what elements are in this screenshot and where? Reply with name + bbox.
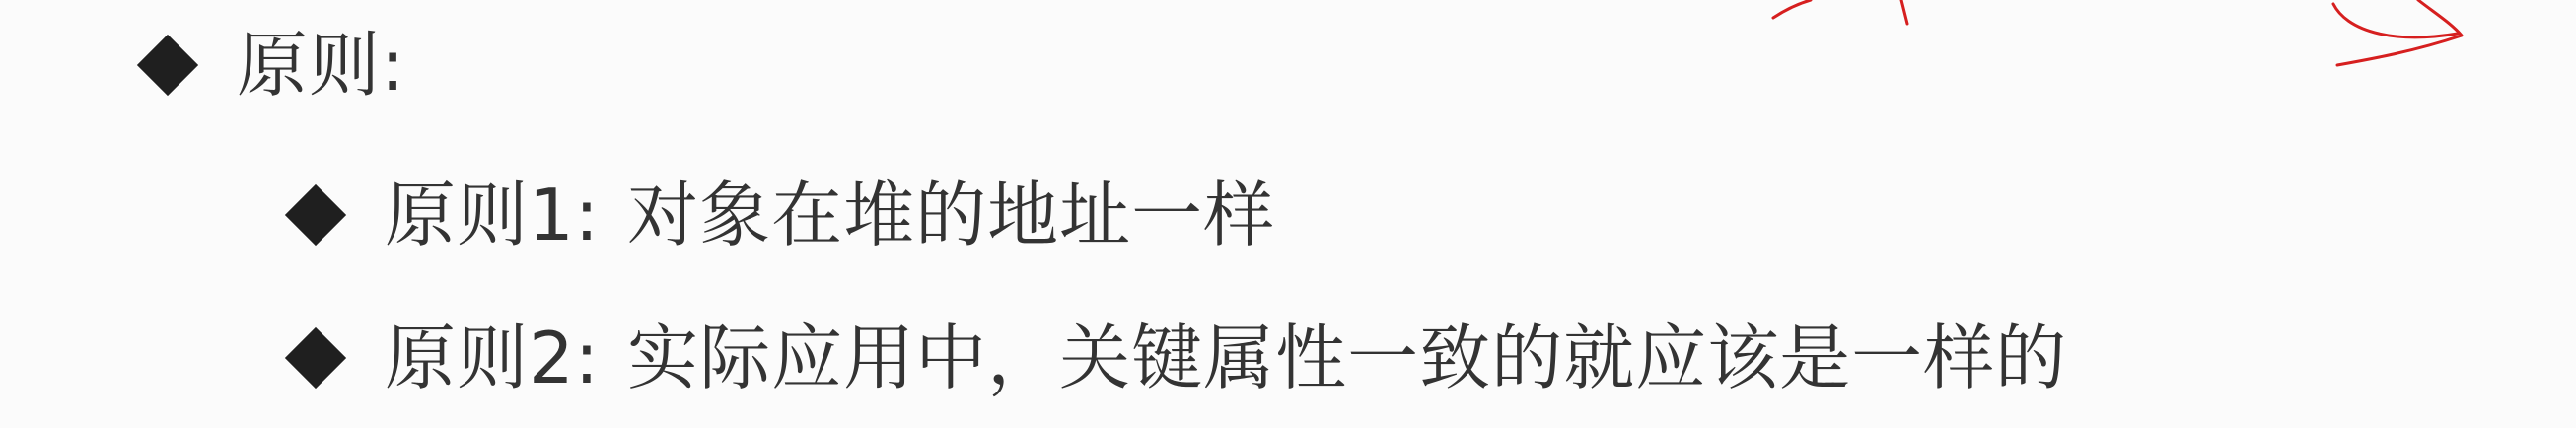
principles-heading-row	[146, 18, 405, 112]
annotation-stroke-left	[1773, 0, 1811, 18]
diamond-bullet-icon	[285, 184, 346, 246]
principle-2-text: 实际应用中，关键属性一致的就应该是一样的	[627, 317, 2068, 399]
annotation-stroke-mid	[1901, 0, 1907, 24]
diamond-bullet-icon	[137, 35, 198, 96]
principle-1-text: 对象在堆的地址一样	[627, 174, 1276, 256]
principle-1-label: 原则1:	[385, 174, 601, 256]
annotation-stroke-right	[2333, 0, 2462, 65]
principle-2-label: 原则2:	[385, 317, 601, 399]
diamond-bullet-icon	[285, 327, 346, 389]
principle-2-row	[294, 311, 2067, 405]
principles-heading: 原则:	[237, 24, 406, 107]
principle-1-row	[294, 168, 1275, 262]
